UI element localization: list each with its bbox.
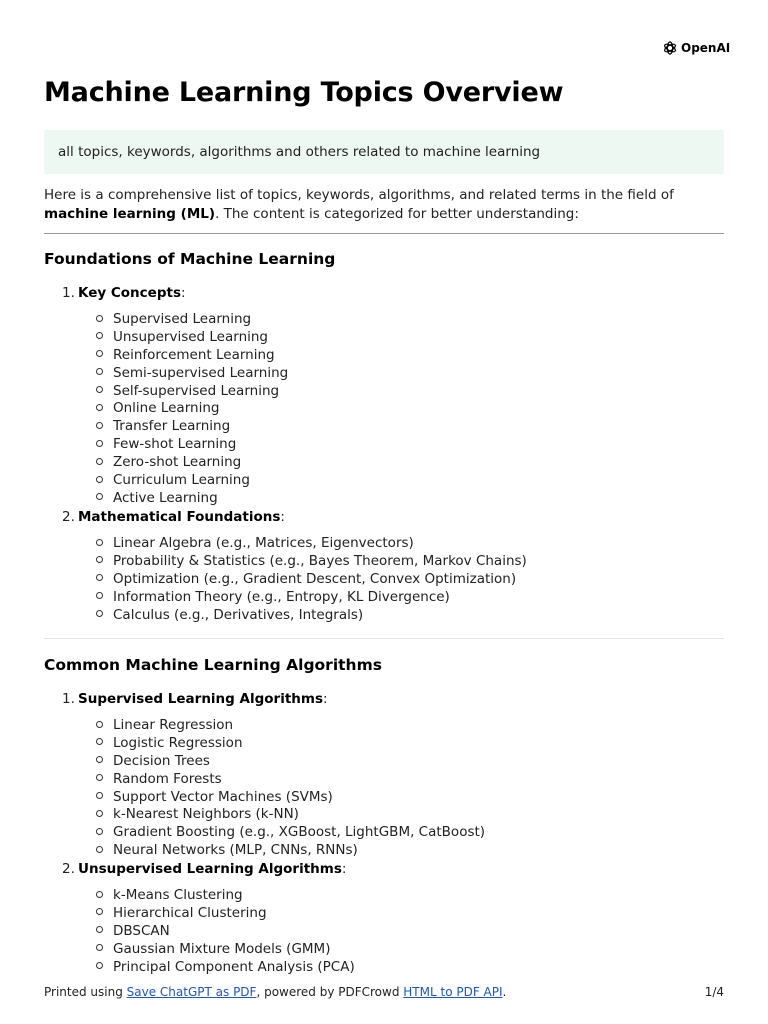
list-item-text: Gaussian Mixture Models (GMM) [113, 940, 331, 957]
list-item-text: k-Nearest Neighbors (k-NN) [113, 806, 299, 823]
bullet-icon [96, 386, 103, 393]
supervised-algorithms-list [96, 717, 485, 860]
list-item [96, 400, 288, 418]
unsupervised-algorithms-list [96, 887, 355, 976]
bullet-icon [96, 926, 103, 933]
list-item [96, 905, 355, 923]
user-prompt-box [44, 130, 724, 174]
bullet-icon [96, 944, 103, 951]
list-item [96, 454, 288, 472]
list-item-text: Support Vector Machines (SVMs) [113, 788, 333, 805]
bullet-icon [96, 368, 103, 375]
math-foundations-list [96, 535, 527, 624]
divider [44, 233, 724, 234]
list-item-text: Unsupervised Learning [113, 328, 268, 345]
list-item [96, 941, 355, 959]
bullet-icon [96, 574, 103, 581]
list-item [96, 806, 485, 824]
footer-prefix: Printed using [44, 985, 127, 999]
numbered-item-supervised-algorithms [62, 691, 328, 707]
numbered-item-math-foundations [62, 509, 285, 525]
item-title: Supervised Learning Algorithms [78, 691, 323, 707]
html-to-pdf-api-link[interactable]: HTML to PDF API [403, 985, 503, 999]
list-item [96, 535, 527, 553]
list-item-text: Zero-shot Learning [113, 454, 242, 471]
footer-middle: , powered by PDFCrowd [256, 985, 404, 999]
list-item [96, 571, 527, 589]
bullet-icon [96, 756, 103, 763]
list-item [96, 553, 527, 571]
list-item-text: Few-shot Learning [113, 436, 237, 453]
numbered-item-key-concepts [62, 285, 186, 301]
openai-logo [662, 40, 730, 56]
list-item-text: Self-supervised Learning [113, 382, 280, 399]
numbered-item-unsupervised-algorithms [62, 861, 346, 877]
list-item-text: k-Means Clustering [113, 887, 243, 903]
key-concepts-list [96, 311, 288, 508]
list-item [96, 771, 485, 789]
footer-credit [44, 985, 506, 999]
list-item [96, 365, 288, 383]
list-item-text: Optimization (e.g., Gradient Descent, Convex Optimization) [113, 570, 517, 587]
item-number: 2. [62, 861, 75, 877]
list-item [96, 959, 355, 977]
intro-paragraph [44, 186, 724, 224]
list-item [96, 472, 288, 490]
list-item-text: Calculus (e.g., Derivatives, Integrals) [113, 606, 364, 623]
item-title: Mathematical Foundations [78, 509, 281, 525]
list-item [96, 824, 485, 842]
list-item-text: Gradient Boosting (e.g., XGBoost, LightGBM, CatBoost) [113, 824, 486, 841]
intro-text-bold: machine learning (ML) [44, 206, 216, 222]
intro-text-before: Here is a comprehensive list of topics, keywords, algorithms, and related terms in the field of [44, 187, 674, 203]
list-item [96, 842, 485, 860]
bullet-icon [96, 610, 103, 617]
footer-suffix: . [502, 985, 507, 999]
list-item [96, 490, 288, 508]
list-item [96, 329, 288, 347]
list-item [96, 607, 527, 625]
list-item [96, 753, 485, 771]
list-item-text: Information Theory (e.g., Entropy, KL Divergence) [113, 588, 450, 605]
item-colon: : [280, 509, 285, 525]
page-title: Machine Learning Topics Overview [44, 77, 564, 108]
bullet-icon [96, 828, 103, 835]
bullet-icon [96, 792, 103, 799]
list-item [96, 347, 288, 365]
list-item [96, 311, 288, 329]
item-number: 2. [62, 509, 75, 525]
list-item [96, 383, 288, 401]
item-colon: : [180, 285, 186, 301]
list-item-text: Linear Regression [113, 717, 234, 733]
section-heading-foundations: Foundations of Machine Learning [44, 250, 336, 268]
openai-logo-text: OpenAI [681, 41, 731, 55]
list-item-text: Neural Networks (MLP, CNNs, RNNs) [113, 842, 358, 859]
intro-text-after: . The content is categorized for better understanding: [215, 206, 579, 222]
item-colon: : [323, 691, 328, 707]
bullet-icon [96, 774, 103, 781]
bullet-icon [96, 539, 103, 546]
divider [44, 638, 724, 639]
list-item [96, 418, 288, 436]
list-item-text: Transfer Learning [113, 418, 231, 435]
bullet-icon [96, 422, 103, 429]
bullet-icon [96, 891, 103, 898]
user-prompt-text: all topics, keywords, algorithms and others related to machine learning [58, 144, 541, 160]
bullet-icon [96, 738, 103, 745]
list-item-text: Online Learning [113, 400, 220, 417]
item-number: 1. [62, 285, 75, 301]
list-item-text: Supervised Learning [113, 311, 252, 327]
bullet-icon [96, 846, 103, 853]
print-footer [44, 985, 724, 999]
bullet-icon [96, 556, 103, 563]
list-item-text: Semi-supervised Learning [113, 364, 289, 381]
list-item-text: DBSCAN [113, 922, 170, 939]
bullet-icon [96, 332, 103, 339]
bullet-icon [96, 962, 103, 969]
list-item [96, 589, 527, 607]
bullet-icon [96, 315, 103, 322]
list-item [96, 436, 288, 454]
list-item-text: Linear Algebra (e.g., Matrices, Eigenvectors) [113, 535, 414, 551]
bullet-icon [96, 908, 103, 915]
page-number: 1/4 [704, 985, 724, 999]
list-item-text: Reinforcement Learning [113, 346, 275, 363]
list-item-text: Active Learning [113, 489, 218, 506]
item-title: Key Concepts [78, 285, 181, 301]
list-item [96, 717, 485, 735]
list-item [96, 789, 485, 807]
list-item-text: Curriculum Learning [113, 472, 250, 489]
bullet-icon [96, 404, 103, 411]
bullet-icon [96, 810, 103, 817]
section-heading-algorithms: Common Machine Learning Algorithms [44, 656, 382, 674]
save-chatgpt-pdf-link[interactable]: Save ChatGPT as PDF [126, 985, 257, 999]
list-item-text: Principal Component Analysis (PCA) [113, 958, 355, 975]
list-item-text: Random Forests [113, 770, 222, 787]
list-item-text: Decision Trees [113, 752, 210, 769]
list-item [96, 923, 355, 941]
list-item [96, 887, 355, 905]
item-colon: : [341, 861, 347, 877]
bullet-icon [96, 458, 103, 465]
bullet-icon [96, 476, 103, 483]
item-number: 1. [62, 691, 75, 707]
bullet-icon [96, 721, 103, 728]
list-item-text: Probability & Statistics (e.g., Bayes Theorem, Markov Chains) [113, 552, 527, 569]
bullet-icon [96, 592, 103, 599]
list-item-text: Hierarchical Clustering [113, 904, 267, 921]
bullet-icon [96, 493, 103, 500]
openai-logo-icon [662, 40, 678, 56]
bullet-icon [96, 350, 103, 357]
list-item-text: Logistic Regression [113, 734, 243, 751]
bullet-icon [96, 440, 103, 447]
item-title: Unsupervised Learning Algorithms [78, 861, 342, 877]
list-item [96, 735, 485, 753]
